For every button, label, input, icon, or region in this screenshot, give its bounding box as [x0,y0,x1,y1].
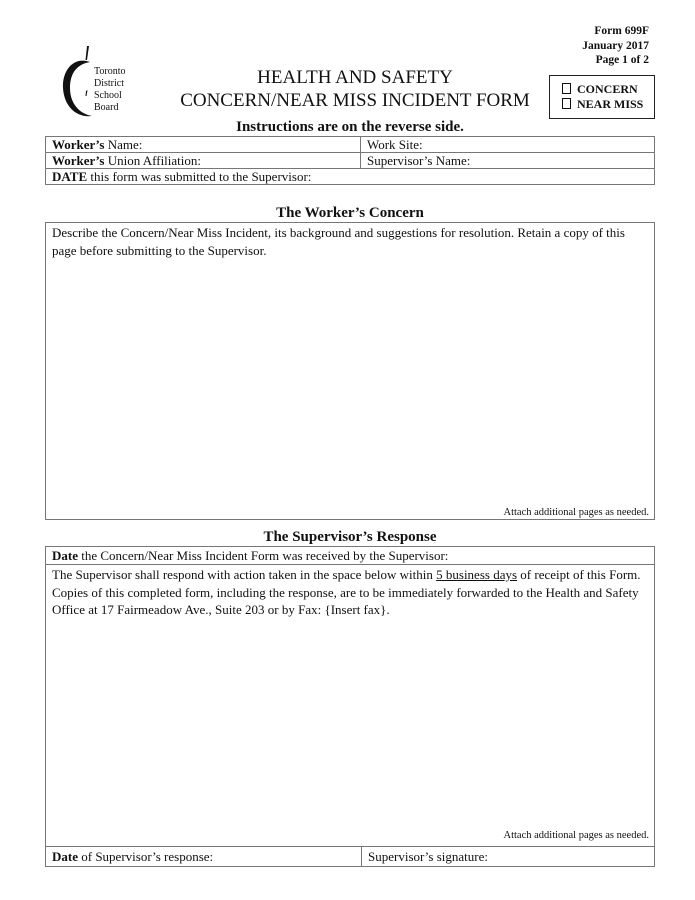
concern-checkbox[interactable] [562,83,571,94]
form-number: Form 699F [594,25,649,37]
supervisor-response-heading: The Supervisor’s Response [263,529,437,545]
response-area[interactable] [46,619,654,844]
title-line-2: CONCERN/NEAR MISS INCIDENT FORM [180,90,530,111]
instructions-note: Instructions are on the reverse side. [236,119,464,135]
concern-instructions: Describe the Concern/Near Miss Incident, its background and suggestions for resolution. Retain a copy of this page before submitting to the Supervisor. [52,225,625,258]
form-date: January 2017 [582,39,649,52]
title-line-1: HEALTH AND SAFETY [257,67,453,88]
near-miss-option[interactable]: NEAR MISS [562,97,654,112]
supervisor-name-field[interactable]: Supervisor’s Name: [367,153,471,168]
supervisor-response-table [45,546,655,867]
concern-attach-note: Attach additional pages as needed. [503,507,649,518]
page-indicator: Page 1 of 2 [595,54,649,66]
concern-option[interactable]: CONCERN [562,82,654,97]
near-miss-checkbox[interactable] [562,98,571,109]
worker-concern-heading: The Worker’s Concern [276,205,424,221]
received-date-field[interactable]: Date the Concern/Near Miss Incident Form was received by the Supervisor: [52,548,449,563]
response-date-field[interactable]: Date of Supervisor’s response: [52,849,214,864]
worker-concern-box[interactable] [45,222,655,520]
logo-text: Toronto District School Board [94,66,126,113]
page-title [150,66,560,112]
worker-name-field[interactable]: Worker’s Name: [52,137,143,152]
response-instructions: The Supervisor shall respond with action taken in the space below within 5 business days of receipt of this Form. Copies of this completed form, including the response, are to be immediately forwarded to the Health and Safety Office at 17 Fairmeadow Ave., Suite 203 or by Fax: {Insert fax}. [52,567,641,617]
submission-date-field[interactable]: DATE this form was submitted to the Supervisor: [52,169,312,184]
supervisor-signature-field[interactable]: Supervisor’s signature: [368,849,488,864]
union-affiliation-field[interactable]: Worker’s Union Affiliation: [52,153,202,168]
incident-type-box [549,75,655,119]
form-meta [582,24,649,68]
work-site-field[interactable]: Work Site: [367,137,423,152]
response-attach-note: Attach additional pages as needed. [503,830,649,841]
worker-info-table [45,136,655,185]
